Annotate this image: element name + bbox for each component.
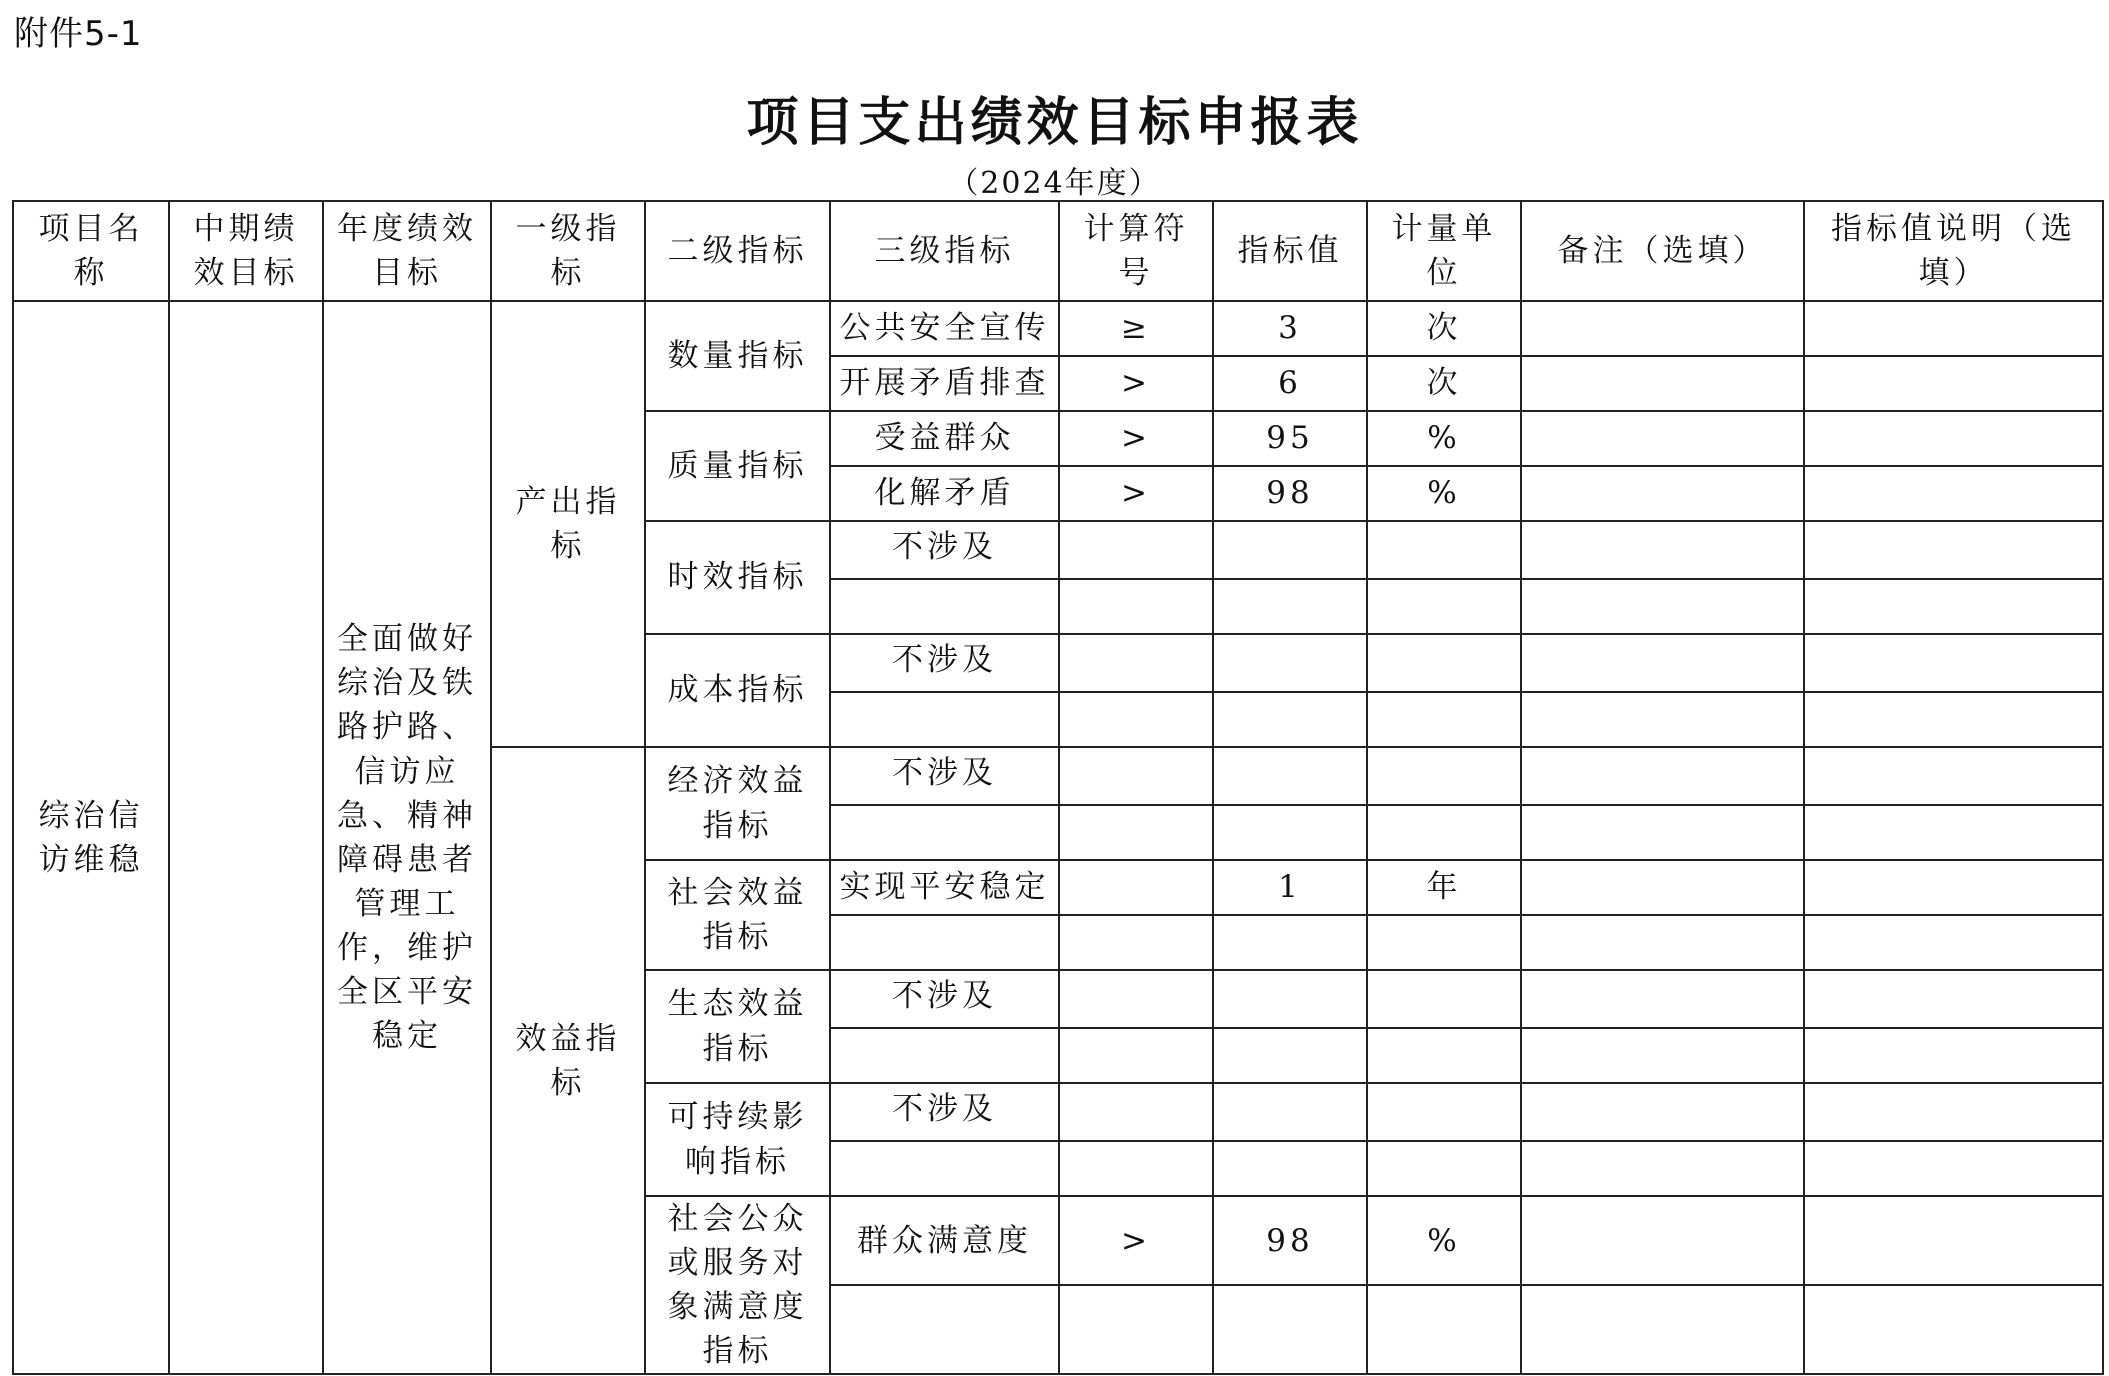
level2-quantity-cell: 数量指标	[645, 301, 830, 411]
level3-cell	[830, 692, 1059, 747]
level3-cell	[830, 915, 1059, 970]
unit-cell	[1367, 747, 1521, 805]
explain-cell	[1804, 356, 2103, 411]
level3-cell: 群众满意度	[830, 1196, 1059, 1285]
note-cell	[1521, 1285, 1804, 1374]
symbol-cell	[1059, 1083, 1213, 1141]
level3-cell	[830, 1028, 1059, 1083]
symbol-cell	[1059, 521, 1213, 579]
note-cell	[1521, 692, 1804, 747]
unit-cell	[1367, 692, 1521, 747]
unit-cell	[1367, 915, 1521, 970]
level2-economic-cell: 经济效益指标	[645, 747, 830, 860]
explain-cell	[1804, 1141, 2103, 1196]
level3-cell: 不涉及	[830, 634, 1059, 692]
explain-cell	[1804, 1083, 2103, 1141]
note-cell	[1521, 356, 1804, 411]
symbol-cell	[1059, 915, 1213, 970]
value-cell	[1213, 634, 1367, 692]
level3-cell: 不涉及	[830, 970, 1059, 1028]
unit-cell	[1367, 1141, 1521, 1196]
symbol-cell: >	[1059, 466, 1213, 521]
header-cell: 一级指标	[491, 201, 645, 301]
unit-cell: 次	[1367, 356, 1521, 411]
explain-cell	[1804, 1196, 2103, 1285]
explain-cell	[1804, 411, 2103, 466]
note-cell	[1521, 860, 1804, 915]
symbol-cell	[1059, 1141, 1213, 1196]
note-cell	[1521, 521, 1804, 579]
note-cell	[1521, 579, 1804, 634]
level3-cell	[830, 1141, 1059, 1196]
unit-cell	[1367, 1028, 1521, 1083]
note-cell	[1521, 1028, 1804, 1083]
value-cell	[1213, 1028, 1367, 1083]
value-cell: 1	[1213, 860, 1367, 915]
level3-cell	[830, 805, 1059, 860]
unit-cell	[1367, 521, 1521, 579]
value-cell: 3	[1213, 301, 1367, 356]
value-cell	[1213, 1141, 1367, 1196]
level3-cell	[830, 579, 1059, 634]
level2-social-cell: 社会效益指标	[645, 860, 830, 970]
value-cell	[1213, 970, 1367, 1028]
explain-cell	[1804, 301, 2103, 356]
explain-cell	[1804, 692, 2103, 747]
attachment-label: 附件5-1	[14, 14, 143, 54]
header-cell: 项目名称	[13, 201, 169, 301]
mid-term-goal-cell	[169, 301, 323, 1374]
unit-cell: %	[1367, 411, 1521, 466]
header-cell: 计算符号	[1059, 201, 1213, 301]
symbol-cell	[1059, 805, 1213, 860]
explain-cell	[1804, 970, 2103, 1028]
level3-cell: 不涉及	[830, 747, 1059, 805]
annual-goal-cell: 全面做好综治及铁路护路、信访应急、精神障碍患者管理工作，维护全区平安稳定	[323, 301, 491, 1374]
value-cell	[1213, 805, 1367, 860]
level2-sustainable-cell: 可持续影响指标	[645, 1083, 830, 1196]
symbol-cell	[1059, 692, 1213, 747]
level2-cost-cell: 成本指标	[645, 634, 830, 747]
header-cell: 计量单位	[1367, 201, 1521, 301]
header-cell: 中期绩效目标	[169, 201, 323, 301]
explain-cell	[1804, 747, 2103, 805]
unit-cell	[1367, 970, 1521, 1028]
level3-cell: 实现平安稳定	[830, 860, 1059, 915]
explain-cell	[1804, 1285, 2103, 1374]
level3-cell: 开展矛盾排查	[830, 356, 1059, 411]
symbol-cell: >	[1059, 356, 1213, 411]
level1-output-cell: 产出指标	[491, 301, 645, 747]
note-cell	[1521, 915, 1804, 970]
note-cell	[1521, 634, 1804, 692]
explain-cell	[1804, 634, 2103, 692]
explain-cell	[1804, 466, 2103, 521]
note-cell	[1521, 301, 1804, 356]
note-cell	[1521, 411, 1804, 466]
symbol-cell	[1059, 579, 1213, 634]
note-cell	[1521, 1083, 1804, 1141]
unit-cell: 次	[1367, 301, 1521, 356]
symbol-cell: ≥	[1059, 301, 1213, 356]
unit-cell	[1367, 1083, 1521, 1141]
header-cell: 年度绩效目标	[323, 201, 491, 301]
value-cell	[1213, 692, 1367, 747]
value-cell: 98	[1213, 1196, 1367, 1285]
explain-cell	[1804, 1028, 2103, 1083]
unit-cell	[1367, 634, 1521, 692]
performance-target-table	[12, 200, 2104, 1375]
unit-cell: 年	[1367, 860, 1521, 915]
level3-cell: 受益群众	[830, 411, 1059, 466]
unit-cell: %	[1367, 1196, 1521, 1285]
level1-benefit-cell: 效益指标	[491, 747, 645, 1374]
page-title: 项目支出绩效目标申报表	[746, 93, 1363, 153]
symbol-cell	[1059, 860, 1213, 915]
note-cell	[1521, 747, 1804, 805]
level2-ecological-cell: 生态效益指标	[645, 970, 830, 1083]
level3-cell	[830, 1285, 1059, 1374]
header-cell: 指标值	[1213, 201, 1367, 301]
value-cell	[1213, 915, 1367, 970]
value-cell: 6	[1213, 356, 1367, 411]
unit-cell: %	[1367, 466, 1521, 521]
value-cell	[1213, 1083, 1367, 1141]
unit-cell	[1367, 1285, 1521, 1374]
symbol-cell: >	[1059, 1196, 1213, 1285]
value-cell	[1213, 579, 1367, 634]
header-cell: 备注（选填）	[1521, 201, 1804, 301]
explain-cell	[1804, 579, 2103, 634]
year-label: （2024年度）	[948, 166, 1161, 201]
header-cell: 三级指标	[830, 201, 1059, 301]
note-cell	[1521, 1196, 1804, 1285]
note-cell	[1521, 1141, 1804, 1196]
explain-cell	[1804, 805, 2103, 860]
symbol-cell	[1059, 1285, 1213, 1374]
level3-cell: 不涉及	[830, 521, 1059, 579]
project-name-cell: 综治信访维稳	[13, 301, 169, 1374]
symbol-cell	[1059, 970, 1213, 1028]
value-cell: 95	[1213, 411, 1367, 466]
header-cell: 二级指标	[645, 201, 830, 301]
symbol-cell	[1059, 747, 1213, 805]
symbol-cell	[1059, 634, 1213, 692]
symbol-cell: >	[1059, 411, 1213, 466]
explain-cell	[1804, 521, 2103, 579]
value-cell: 98	[1213, 466, 1367, 521]
note-cell	[1521, 466, 1804, 521]
level3-cell: 不涉及	[830, 1083, 1059, 1141]
level3-cell: 化解矛盾	[830, 466, 1059, 521]
unit-cell	[1367, 805, 1521, 860]
unit-cell	[1367, 579, 1521, 634]
note-cell	[1521, 970, 1804, 1028]
note-cell	[1521, 805, 1804, 860]
level2-quality-cell: 质量指标	[645, 411, 830, 521]
value-cell	[1213, 747, 1367, 805]
header-cell: 指标值说明（选填）	[1804, 201, 2103, 301]
header-row	[13, 201, 2103, 301]
symbol-cell	[1059, 1028, 1213, 1083]
value-cell	[1213, 1285, 1367, 1374]
explain-cell	[1804, 860, 2103, 915]
value-cell	[1213, 521, 1367, 579]
level2-satisfaction-cell: 社会公众或服务对象满意度指标	[645, 1196, 830, 1374]
level2-timeliness-cell: 时效指标	[645, 521, 830, 634]
table-row	[13, 301, 2103, 356]
explain-cell	[1804, 915, 2103, 970]
level3-cell: 公共安全宣传	[830, 301, 1059, 356]
